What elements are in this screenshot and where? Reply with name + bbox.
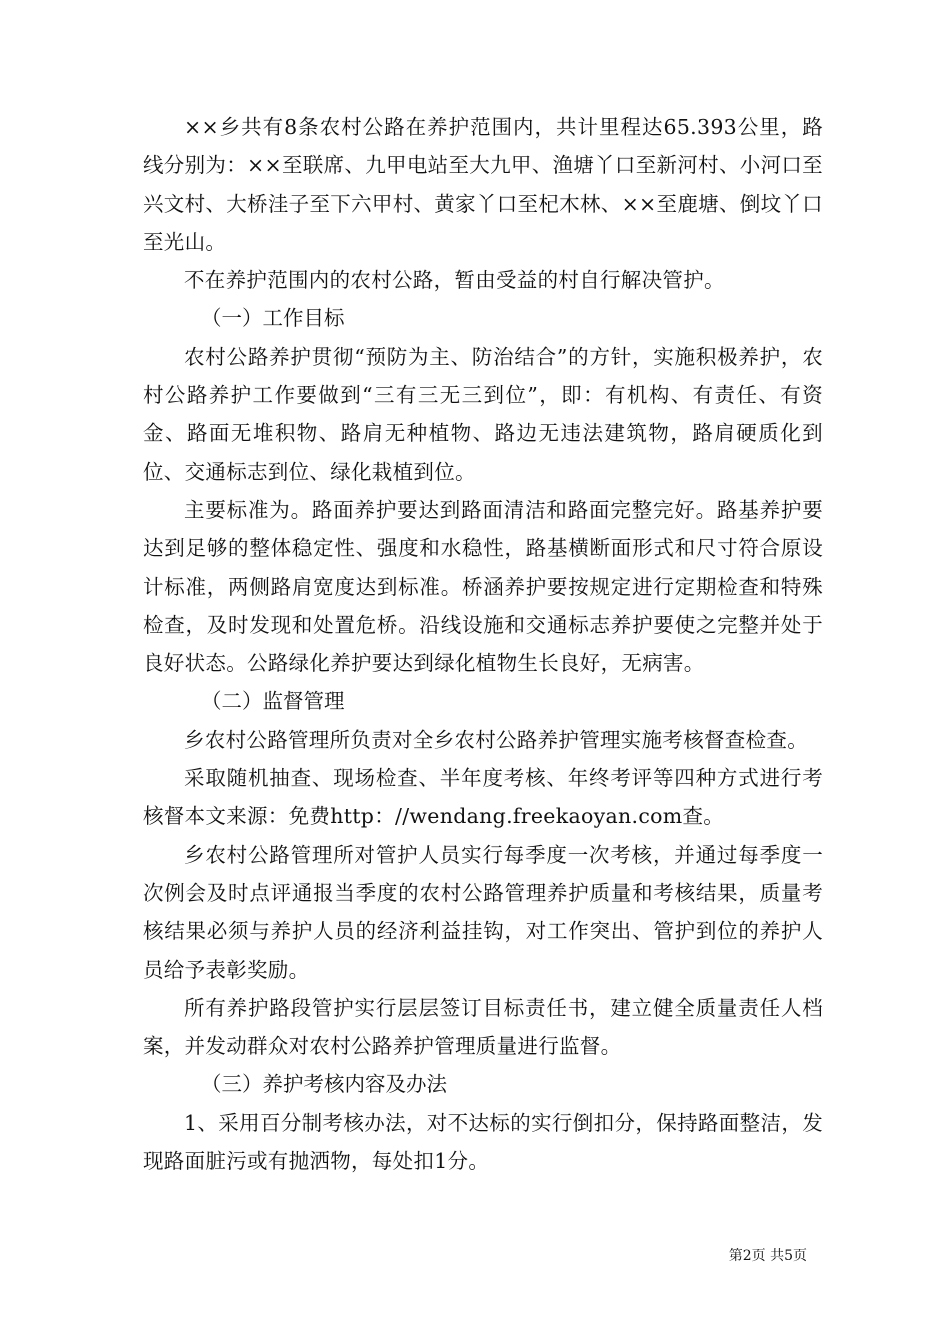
document-body [143, 108, 823, 1180]
paragraph-maintenance-policy: 农村公路养护贯彻“预防为主、防治结合”的方针，实施积极养护，农村公路养护工作要做到“三有三无三到位”，即：有机构、有责任、有资金、路面无堆积物、路肩无种植物、路边无违法建筑物，路肩硬质化到位、交通标志到位、绿化栽植到位。 [143, 344, 823, 484]
footer-prefix: 第 [728, 1248, 743, 1264]
section-heading-work-goals: （一）工作目标 [201, 306, 345, 331]
paragraph-supervision-responsibility: 乡农村公路管理所负责对全乡农村公路养护管理实施考核督查检查。 [184, 727, 808, 752]
footer-middle: 页 共 [751, 1248, 785, 1264]
footer-total-pages: 5 [784, 1248, 793, 1264]
section-heading-supervision: （二）监督管理 [201, 689, 345, 714]
section-heading-assessment-content: （三）养护考核内容及办法 [201, 1072, 447, 1097]
paragraph-responsibility-contracts: 所有养护路段管护实行层层签订目标责任书，建立健全质量责任人档案，并发动群众对农村公路养护管理质量进行监督。 [143, 995, 823, 1059]
footer-current-page: 2 [742, 1248, 752, 1264]
footer-suffix: 页 [793, 1248, 807, 1264]
paragraph-inspection-methods: 采取随机抽查、现场检查、半年度考核、年终考评等四种方式进行考核督本文来源：免费http：//wendang.freekaoyan.com查。 [143, 766, 823, 829]
paragraph-main-standards: 主要标准为。路面养护要达到路面清洁和路面完整完好。路基养护要达到足够的整体稳定性、强度和水稳性，路基横断面形式和尺寸符合原设计标准，两侧路肩宽度达到标准。桥涵养护要按规定进行定期检查和特殊检查，及时发现和处置危桥。沿线设施和交通标志养护要使之完整并处于良好状态。公路绿化养护要达到绿化植物生长良好，无病害。 [143, 497, 823, 676]
page-number-footer [729, 1247, 807, 1265]
paragraph-maintenance-scope: ××乡共有8条农村公路在养护范围内，共计里程达65.393公里，路线分别为：××至联席、九甲电站至大九甲、渔塘丫口至新河村、小河口至兴文村、大桥洼子至下六甲村、黄家丫口至杞木林、××至鹿塘、倒坟丫口至光山。 [143, 115, 823, 254]
paragraph-quarterly-assessment: 乡农村公路管理所对管护人员实行每季度一次考核，并通过每季度一次例会及时点评通报当季度的农村公路管理养护质量和考核结果，质量考核结果必须与养护人员的经济利益挂钩，对工作突出、管护到位的养护人员给予表彰奖励。 [143, 842, 823, 982]
paragraph-non-maintained-roads: 不在养护范围内的农村公路，暂由受益的村自行解决管护。 [184, 268, 725, 293]
paragraph-scoring-method: 1、采用百分制考核办法，对不达标的实行倒扣分，保持路面整洁，发现路面脏污或有抛洒物，每处扣1分。 [143, 1110, 823, 1174]
